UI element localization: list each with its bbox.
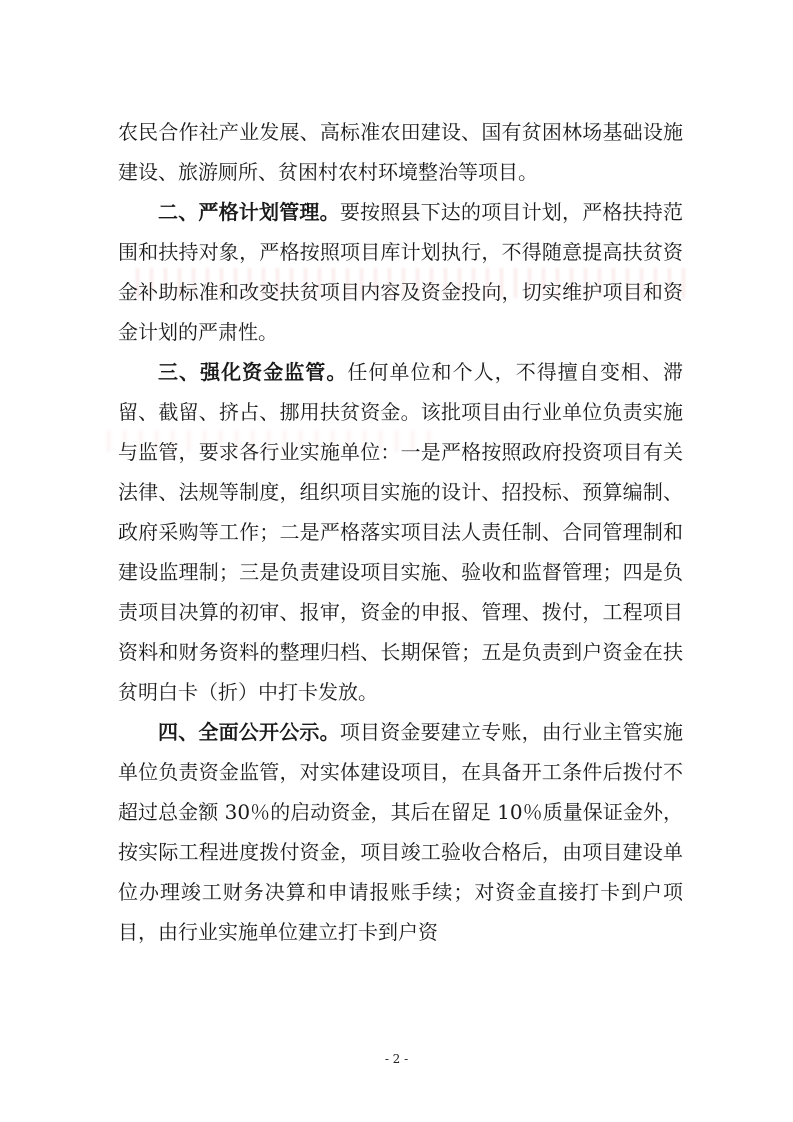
paragraph-continuation (118, 112, 683, 192)
section-heading-3: 三、强化资金监管。 (158, 360, 348, 384)
paragraph-text: 要按照县下达的项目计划，严格扶持范围和扶持对象，严格按照项目库计划执行，不得随意提高扶贫资金补助标准和改变扶贫项目内容及资金投向，切实维护项目和资金计划的严肃性。 (118, 200, 684, 344)
paragraph-public-disclosure (118, 712, 683, 952)
paragraph-text: 项目资金要建立专账，由行业主管实施单位负责资金监管，对实体建设项目，在具备开工条件后拨付不超过总金额 30％的启动资金，其后在留足 10％质量保证金外，按实际工程进度拨付资金，项目竣工验收合格后，由项目建设单位办理竣工财务决算和申请报账手续；对资金直接打卡到户项目，由行业实施单位建立打卡到户资 (118, 720, 684, 944)
paragraph-plan-management (118, 192, 683, 352)
document-body (118, 112, 683, 952)
paragraph-fund-supervision (118, 352, 683, 712)
paragraph-text: 任何单位和个人，不得擅自变相、滞留、截留、挤占、挪用扶贫资金。该批项目由行业单位负责实施与监管，要求各行业实施单位：一是严格按照政府投资项目有关法律、法规等制度，组织项目实施的设计、招投标、预算编制、政府采购等工作；二是严格落实项目法人责任制、合同管理制和建设监理制；三是负责建设项目实施、验收和监督管理；四是负责项目决算的初审、报审，资金的申报、管理、拨付，工程项目资料和财务资料的整理归档、长期保管；五是负责到户资金在扶贫明白卡（折）中打卡发放。 (118, 360, 683, 704)
section-heading-2: 二、严格计划管理。 (158, 200, 340, 224)
paragraph-text: 农民合作社产业发展、高标准农田建设、国有贫困林场基础设施建设、旅游厕所、贫困村农村环境整治等项目。 (118, 120, 683, 184)
section-heading-4: 四、全面公开公示。 (158, 720, 340, 744)
page-number: - 2 - (384, 1052, 409, 1066)
